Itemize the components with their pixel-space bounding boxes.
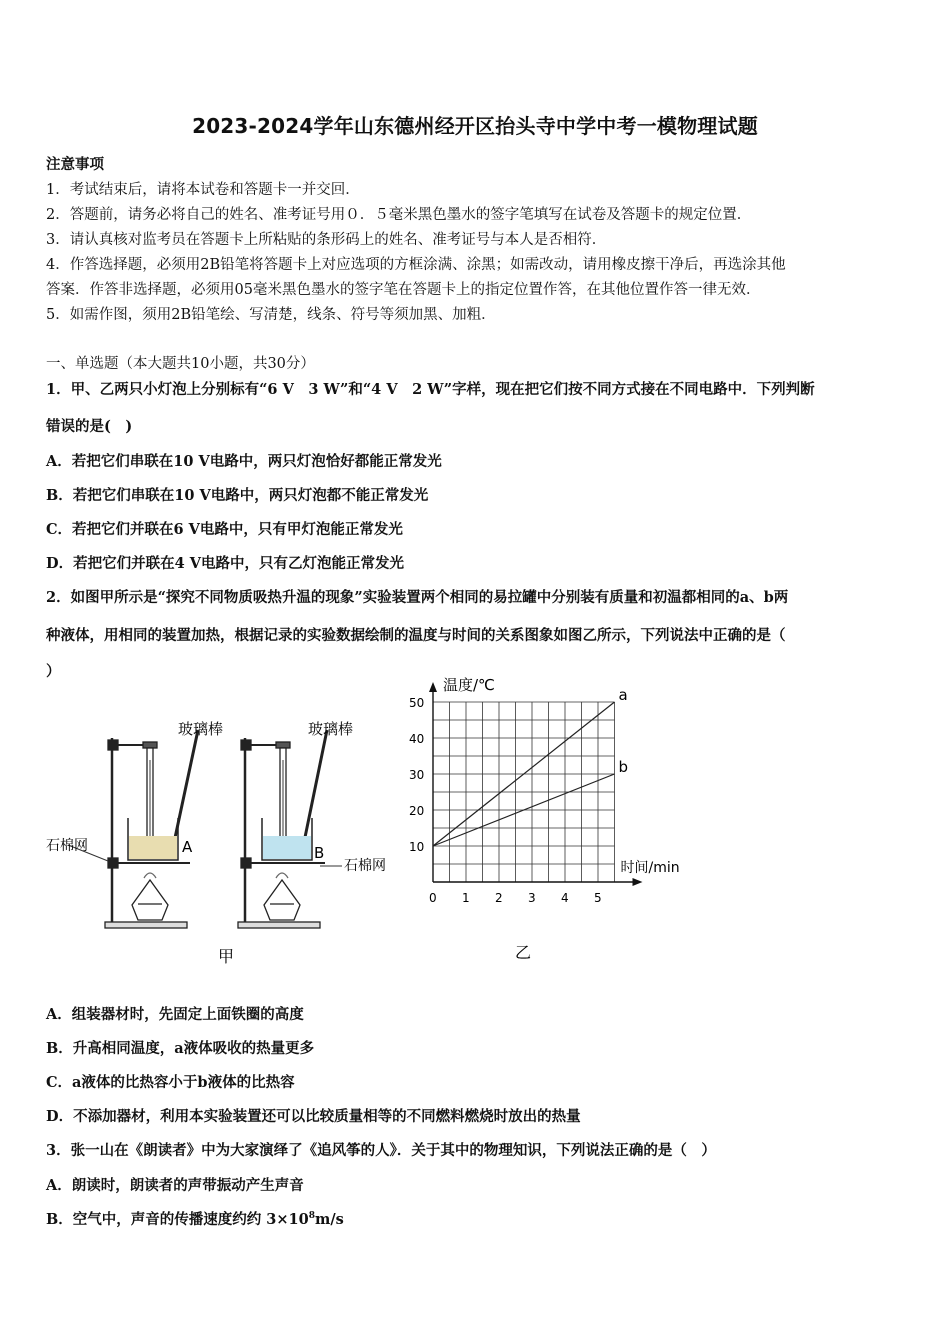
page-title: 2023-2024学年山东德州经开区抬头寺中学中考一模物理试题 [192, 114, 758, 138]
question-2-option-a: A．组装器材时，先固定上面铁圈的高度 [46, 1006, 304, 1023]
question-1-option-b: B．若把它们串联在10 V电路中，两只灯泡都不能正常发光 [46, 487, 429, 504]
notice-item: 4．作答选择题，必须用2B铅笔将答题卡上对应选项的方框涂满、涂黑；如需改动，请用橡皮擦干净后，再选涂其他 [46, 257, 786, 273]
x-tick-label: 5 [594, 891, 602, 905]
label-beaker-b: B [314, 844, 325, 862]
notice-item: 3．请认真核对监考员在答题卡上所粘贴的条形码上的姓名、准考证号与本人是否相符． [46, 232, 607, 248]
x-axis-label: 时间/min [620, 860, 680, 876]
question-1-option-c: C．若把它们并联在6 V电路中，只有甲灯泡能正常发光 [46, 521, 403, 538]
label-asbestos-net-2: 石棉网 [344, 858, 386, 874]
section-heading: 一、单选题（本大题共10小题，共30分） [46, 356, 315, 372]
question-2-stem: ） [46, 663, 61, 680]
x-tick-label: 0 [429, 891, 437, 905]
apparatus-b [238, 730, 342, 928]
notice-heading: 注意事项 [46, 156, 104, 173]
label-beaker-a: A [182, 838, 193, 856]
series-label-b: b [618, 758, 629, 776]
question-2-figure [40, 676, 720, 974]
question-2-option-b: B．升高相同温度，a液体吸收的热量更多 [46, 1040, 315, 1057]
series-label-a: a [618, 686, 628, 704]
y-tick-label: 10 [409, 840, 425, 854]
option-b-exponent: 8 [308, 1211, 315, 1222]
question-2-option-c: C．a液体的比热容小于b液体的比热容 [46, 1074, 295, 1091]
notice-item: 2．答题前，请务必将自己的姓名、准考证号用０．５毫米黑色墨水的签字笔填写在试卷及答题卡的规定位置． [46, 207, 752, 223]
y-tick-label: 30 [409, 768, 425, 782]
notice-item: 答案．作答非选择题，必须用05毫米黑色墨水的签字笔在答题卡上的指定位置作答，在其他位置作答一律无效． [46, 282, 761, 298]
label-glass-rod-2: 玻璃棒 [308, 720, 354, 738]
apparatus-a [68, 730, 198, 928]
x-axis-arrow [633, 878, 643, 886]
question-1-option-a: A．若把它们串联在10 V电路中，两只灯泡恰好都能正常发光 [46, 453, 442, 470]
y-tick-label: 40 [409, 732, 425, 746]
x-tick-label: 4 [561, 891, 569, 905]
notice-item: 5．如需作图，须用2B铅笔绘、写清楚，线条、符号等须加黑、加粗． [46, 307, 496, 323]
x-tick-label: 3 [528, 891, 536, 905]
question-2-stem: 2．如图甲所示是“探究不同物质吸热升温的现象”实验装置两个相同的易拉罐中分别装有质量和初温都相同的a、b两 [46, 589, 789, 606]
y-axis-label: 温度/℃ [443, 676, 495, 694]
question-1-option-d: D．若把它们并联在4 V电路中，只有乙灯泡能正常发光 [46, 555, 404, 572]
notice-item: 1．考试结束后，请将本试卷和答题卡一并交回． [46, 182, 360, 198]
x-tick-label: 2 [495, 891, 503, 905]
caption-yi: 乙 [515, 943, 532, 962]
x-tick-label: 1 [462, 891, 470, 905]
caption-jia: 甲 [218, 947, 235, 966]
figure-svg [40, 676, 720, 970]
label-glass-rod-1: 玻璃棒 [178, 720, 224, 738]
question-1-stem: 1．甲、乙两只小灯泡上分别标有“6 V 3 W”和“4 V 2 W”字样，现在把它们按不同方式接在不同电路中．下列判断 [46, 381, 815, 398]
temperature-time-chart [409, 676, 680, 905]
y-tick-label: 50 [409, 696, 425, 710]
y-axis-arrow [429, 682, 437, 692]
question-3-option-a: A．朗读时，朗读者的声带振动产生声音 [46, 1177, 304, 1194]
question-3-option-b [46, 1208, 344, 1229]
label-asbestos-net-1: 石棉网 [46, 838, 88, 854]
option-b-text: B．空气中，声音的传播速度约约 3×10 [46, 1211, 309, 1228]
y-tick-label: 20 [409, 804, 425, 818]
option-b-unit: m/s [315, 1211, 344, 1228]
question-1-stem: 错误的是( ) [46, 418, 133, 435]
question-2-option-d: D．不添加器材，利用本实验装置还可以比较质量相等的不同燃料燃烧时放出的热量 [46, 1108, 581, 1125]
question-2-stem: 种液体，用相同的装置加热，根据记录的实验数据绘制的温度与时间的关系图象如图乙所示，下列说法中正确的是（ [46, 627, 786, 644]
question-3-stem: 3．张一山在《朗读者》中为大家演绎了《追风筝的人》．关于其中的物理知识，下列说法正确的是（ ） [46, 1142, 716, 1159]
